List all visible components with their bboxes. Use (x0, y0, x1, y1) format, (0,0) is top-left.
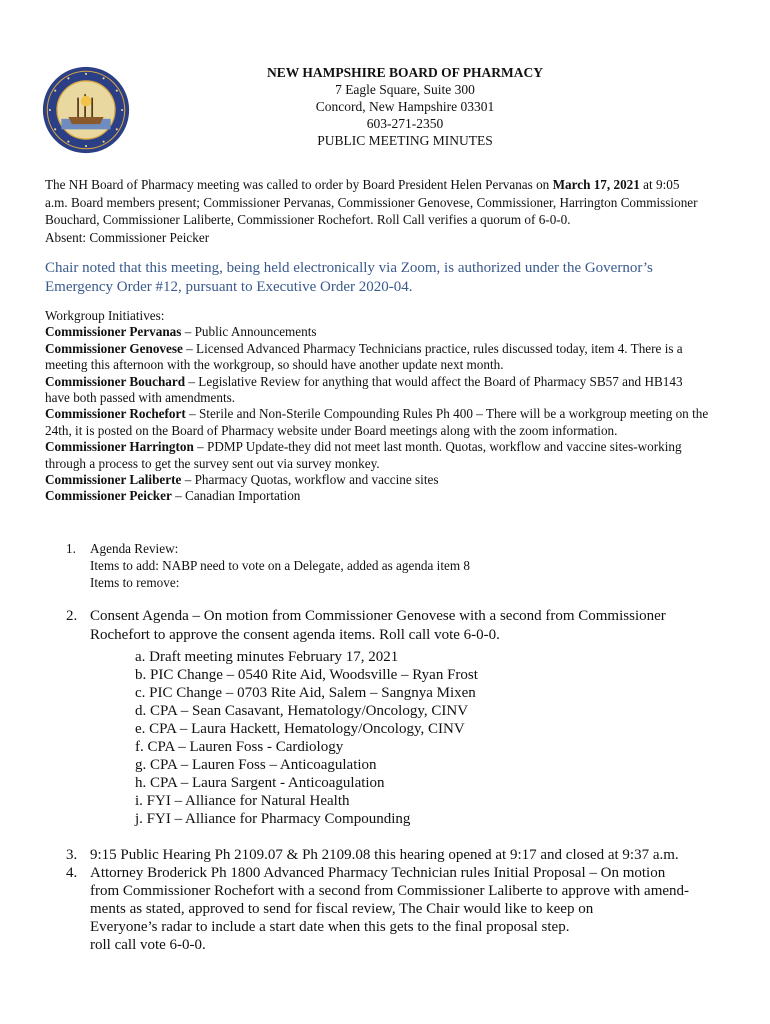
address-line-1: 7 Eagle Square, Suite 300 (335, 82, 475, 97)
consent-line-2: Rochefort to approve the consent agenda items. Roll call vote 6-0-0. (90, 627, 500, 643)
proposal-line-3: ments as stated, approved to send for fiscal review, The Chair would like to keep on (90, 901, 594, 917)
workgroup-text: – Sterile and Non-Sterile Compounding Rules Ph 400 – There will be a workgroup meeting on the 24th, it is posted on the Board of Pharmacy website under Board meetings along with the zoom information. (45, 406, 709, 438)
workgroup-item (45, 324, 710, 340)
item-number: 1. (66, 541, 76, 556)
workgroup-text: – Legislative Review for anything that would affect the Board of Pharmacy SB57 and HB143 have both passed with amendments. (45, 373, 683, 406)
item-number: 3. (66, 847, 78, 863)
commissioner-name: Commissioner Harrington (45, 439, 194, 455)
address-line-2: Concord, New Hampshire 03301 (315, 99, 495, 114)
consent-list-item: a. Draft meeting minutes February 17, 2021 (135, 649, 399, 665)
state-seal-image (42, 66, 130, 154)
workgroup-item (45, 341, 710, 374)
workgroup-text: – Canadian Importation (171, 488, 301, 504)
intro-text-2: at 9:05 a.m. Board members present; Commissioner Pervanas, Commissioner Genovese, Commissioner, Harrington Commissioner Bouchard, Commissioner Laliberte, Commissioner Rochefort. Roll Call verifies a quorum of 6-0-0. (45, 177, 698, 227)
commissioner-name: Commissioner Bouchard (45, 373, 186, 389)
agenda-review-item (66, 540, 706, 591)
proposal-line-5: roll call vote 6-0-0. (90, 937, 206, 953)
workgroup-text: – PDMP Update-they did not meet last month. Quotas, workflow and vaccine sites-working through a process to get the survey sent out via survey monkey. (45, 439, 682, 471)
meeting-date: March 17, 2021 (552, 177, 640, 192)
phone-number: 603-271-2350 (366, 116, 444, 131)
document-subtitle: PUBLIC MEETING MINUTES (317, 133, 493, 148)
consent-list-item: f. CPA – Lauren Foss - Cardiology (135, 739, 344, 755)
commissioner-name: Commissioner Peicker (45, 488, 172, 504)
consent-line-1: Consent Agenda – On motion from Commissioner Genovese with a second from Commissioner (90, 608, 666, 624)
workgroup-item (45, 488, 710, 504)
consent-list-item: e. CPA – Laura Hackett, Hematology/Oncology, CINV (135, 721, 465, 737)
consent-list-item: c. PIC Change – 0703 Rite Aid, Salem – Sangnya Mixen (135, 685, 476, 701)
consent-agenda-item (66, 607, 706, 645)
consent-list-item: h. CPA – Laura Sargent - Anticoagulation (135, 775, 385, 791)
commissioner-name: Commissioner Pervanas (45, 324, 182, 340)
intro-paragraph (45, 176, 705, 246)
consent-items-list (135, 648, 635, 828)
absent-line: Absent: Commissioner Peicker (45, 229, 210, 245)
workgroup-item (45, 374, 710, 407)
proposal-line-4: Everyone’s radar to include a start date when this gets to the final proposal step. (90, 919, 570, 935)
agenda-review-title: Agenda Review: (90, 541, 179, 556)
workgroup-item (45, 472, 710, 488)
items-to-remove: Items to remove: (90, 575, 180, 590)
commissioner-name: Commissioner Genovese (45, 340, 183, 356)
public-hearing-item (66, 846, 726, 864)
consent-list-item: d. CPA – Sean Casavant, Hematology/Oncology, CINV (135, 703, 469, 719)
workgroup-heading: Workgroup Initiatives: (45, 308, 165, 323)
board-title: NEW HAMPSHIRE BOARD OF PHARMACY (267, 65, 543, 80)
workgroup-item (45, 439, 710, 472)
consent-list-item: b. PIC Change – 0540 Rite Aid, Woodsville – Ryan Frost (135, 667, 478, 683)
workgroup-section (45, 308, 710, 505)
intro-text-1: The NH Board of Pharmacy meeting was called to order by Board President Helen Pervanas on (45, 177, 553, 192)
commissioner-name: Commissioner Rochefort (45, 406, 186, 422)
attorney-proposal-item (66, 864, 726, 954)
consent-list-item: i. FYI – Alliance for Natural Health (135, 793, 350, 809)
consent-list-item: g. CPA – Lauren Foss – Anticoagulation (135, 757, 377, 773)
item-number: 4. (66, 865, 78, 881)
workgroup-text: – Public Announcements (181, 324, 317, 340)
proposal-line-1: Attorney Broderick Ph 1800 Advanced Pharmacy Technician rules Initial Proposal – On motion (90, 865, 666, 881)
workgroup-text: – Pharmacy Quotas, workflow and vaccine sites (181, 472, 439, 488)
letterhead (180, 64, 630, 149)
workgroup-item (45, 406, 710, 439)
item-number: 2. (66, 608, 78, 624)
commissioner-name: Commissioner Laliberte (45, 472, 182, 488)
public-hearing-text: 9:15 Public Hearing Ph 2109.07 & Ph 2109.08 this hearing opened at 9:17 and closed at 9:37 a.m. (90, 847, 679, 863)
consent-list-item: j. FYI – Alliance for Pharmacy Compounding (135, 811, 411, 827)
items-to-add: Items to add: NABP need to vote on a Delegate, added as agenda item 8 (90, 558, 471, 573)
proposal-line-2: from Commissioner Rochefort with a second from Commissioner Laliberte to approve with amend- (90, 883, 690, 899)
chair-note: Chair noted that this meeting, being held electronically via Zoom, is authorized under the Governor’s Emergency Order #12, pursuant to Executive Order 2020-04. (45, 260, 653, 295)
workgroup-text: – Licensed Advanced Pharmacy Technicians practice, rules discussed today, item 4. There is a meeting this afternoon with the workgroup, so should have another update next month. (45, 340, 683, 373)
